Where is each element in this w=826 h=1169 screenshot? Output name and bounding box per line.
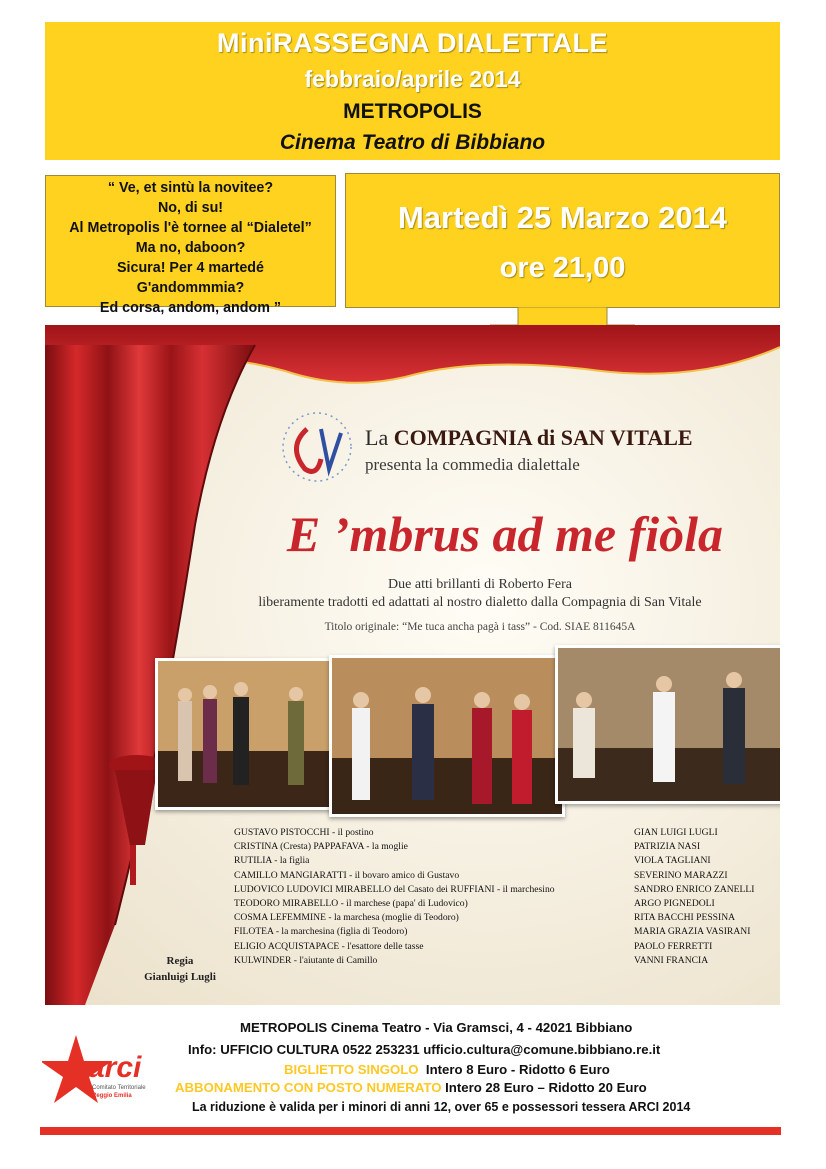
company-presents: presenta la commedia dialettale [365,455,580,474]
cast-row [234,884,780,898]
cast-row [234,898,780,912]
series-title: MiniRASSEGNA DIALETTALE [217,28,608,58]
cast-row [234,955,780,969]
company-name: La COMPAGNIA di SAN VITALE [365,425,693,450]
single-ticket-amounts: Intero 8 Euro - Ridotto 6 Euro [425,1062,610,1077]
cast-actor: PATRIZIA NASI [634,841,701,853]
show-poster [45,325,780,1005]
cast-row [234,941,780,955]
director-label: Regia [166,955,194,967]
venue-address: METROPOLIS Cinema Teatro - Via Gramsci, 4 - 42021 Bibbiano [240,1020,633,1035]
stage-photo [555,645,780,804]
quote-line: Ma no, daboon? [135,240,246,256]
subscription-prices [175,1080,647,1095]
cast-role: CRISTINA (Cresta) PAPPAFAVA - la moglie [234,841,408,853]
cast-actor: SEVERINO MARAZZI [634,869,728,881]
single-ticket-label: BIGLIETTO SINGOLO [284,1062,419,1077]
quote-line: Sicura! Per 4 martedé [116,260,264,276]
arci-logo-city: Reggio Emilia [92,1093,132,1099]
arci-logo-icon [42,1035,154,1105]
show-title: E ’mbrus ad me fiòla [286,506,724,562]
contact-info: Info: UFFICIO CULTURA 0522 253231 ufficio.cultura@comune.bibbiano.re.it [188,1042,661,1057]
event-date-box [345,173,780,308]
adaptation-credit: liberamente tradotti ed adattati al nostro dialetto dalla Compagnia di San Vitale [258,595,702,610]
single-ticket-prices [284,1062,610,1077]
stage-photo [155,658,339,810]
cast-role: COSMA LEFEMMINE - la marchesa (moglie di Teodoro) [234,912,459,924]
event-time: ore 21,00 [499,252,626,284]
compagnia-logo-icon [277,407,357,485]
cast-role: KULWINDER - l'aiutante di Camillo [234,954,378,966]
director-credit [125,953,235,985]
venue-subtitle: Cinema Teatro di Bibbiano [279,131,546,154]
author-credit: Due atti brillanti di Roberto Fera [388,577,572,592]
series-period: febbraio/aprile 2014 [304,66,521,92]
director-name: Gianluigi Lugli [144,971,216,983]
cast-actor: VANNI FRANCIA [634,954,709,966]
event-series-header [45,22,780,160]
cast-role: FILOTEA - la marchesina (figlia di Teodoro) [234,926,408,938]
stage-photo [329,655,565,817]
cast-row [234,827,780,841]
event-date: Martedì 25 Marzo 2014 [397,200,728,235]
cast-actor: RITA BACCHI PESSINA [634,912,736,924]
cast-list [234,827,780,969]
cast-role: LUDOVICO LUDOVICI MIRABELLO del Casato dei RUFFIANI - il marchesino [234,883,555,895]
bottom-divider [40,1127,781,1135]
quote-line: No, di su! [157,200,224,216]
cast-row [234,841,780,855]
subscription-label: ABBONAMENTO CON POSTO NUMERATO [175,1080,442,1095]
cast-actor: ARGO PIGNEDOLI [634,897,715,909]
cast-actor: GIAN LUIGI LUGLI [634,827,718,838]
cast-actor: MARIA GRAZIA VASIRANI [634,926,751,938]
cast-role: GUSTAVO PISTOCCHI - il postino [234,827,374,838]
quote-line: Al Metropolis l'è tornee al “Dialetel” [69,220,312,236]
cast-row [234,926,780,940]
venue-name: METROPOLIS [343,100,482,123]
subscription-amounts: Intero 28 Euro – Ridotto 20 Euro [445,1080,647,1095]
cast-actor: PAOLO FERRETTI [634,940,713,952]
cast-row [234,912,780,926]
cast-row [234,855,780,869]
dialect-quote-box [45,175,336,316]
cast-actor: SANDRO ENRICO ZANELLI [634,883,755,895]
quote-line: Ed corsa, andom, andom ” [99,300,282,316]
cast-role: CAMILLO MANGIARATTI - il bovaro amico di Gustavo [234,869,460,881]
cast-role: ELIGIO ACQUISTAPACE - l'esattore delle tasse [234,940,424,952]
cast-row [234,870,780,884]
original-title: Titolo originale: “Me tuca ancha pagà i tass” - Cod. SIAE 811645A [324,621,636,633]
cast-actor: VIOLA TAGLIANI [634,855,711,867]
reduction-note: La riduzione è valida per i minori di anni 12, over 65 e possessori tessera ARCI 2014 [192,1100,691,1114]
quote-line: “ Ve, et sintù la novitee? [107,180,274,196]
quote-line: G'andommmia? [136,280,245,296]
cast-role: RUTILIA - la figlia [234,855,310,867]
arci-logo-subtitle: Comitato Territoriale [92,1085,146,1091]
cast-role: TEODORO MIRABELLO - il marchese (papa' di Ludovico) [234,897,468,909]
arci-logo-text: arci [88,1051,142,1084]
